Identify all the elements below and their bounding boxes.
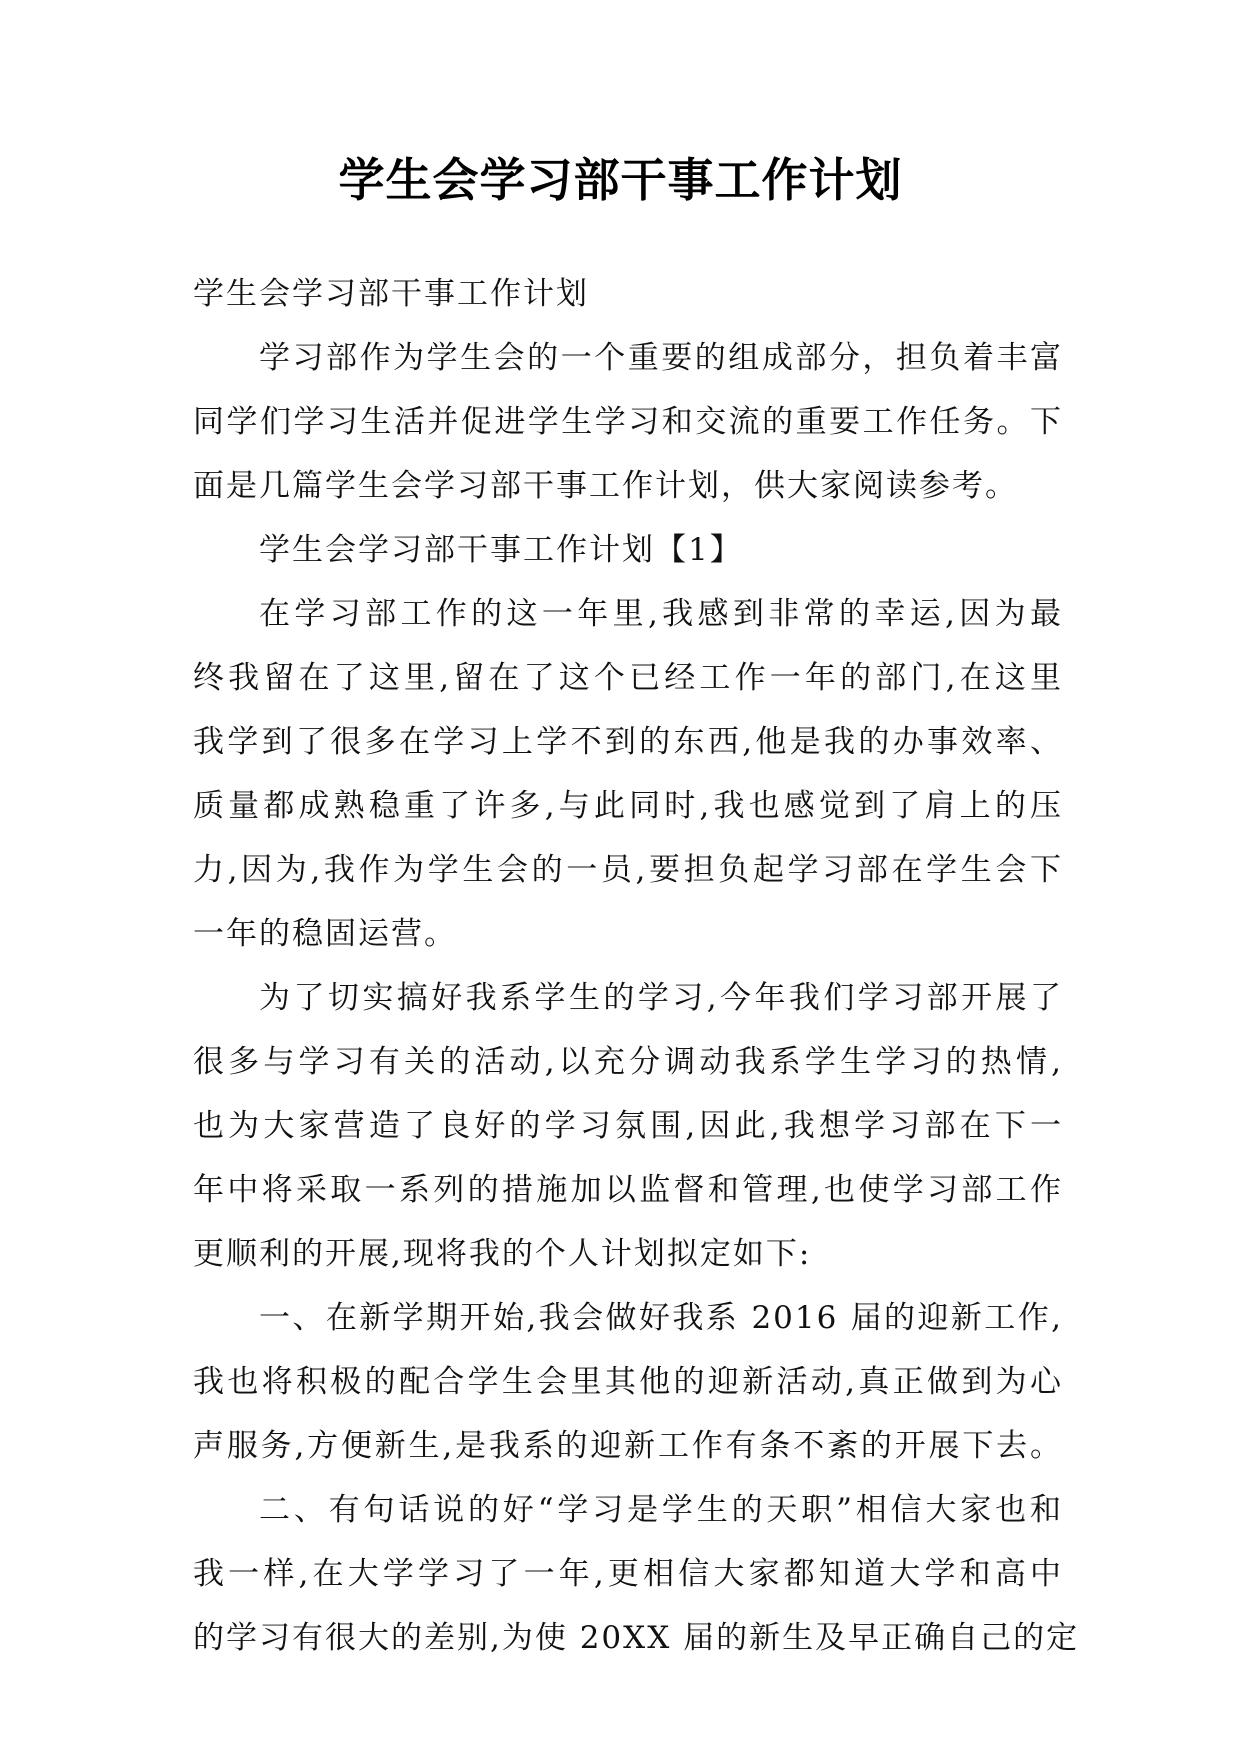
paragraph-line: 的学习有很大的差别,为使 20XX 届的新生及早正确自己的定 bbox=[193, 1620, 1080, 1656]
paragraph-line: 我学到了很多在学习上学不到的东西,他是我的办事效率、 bbox=[193, 724, 1063, 760]
paragraph-line: 一年的稳固运营。 bbox=[193, 916, 457, 952]
paragraph-line: 在学习部工作的这一年里,我感到非常的幸运,因为最 bbox=[259, 596, 1063, 632]
paragraph-line: 我一样,在大学学习了一年,更相信大家都知道大学和高中 bbox=[193, 1556, 1063, 1592]
paragraph-line: 也为大家营造了良好的学习氛围,因此,我想学习部在下一 bbox=[193, 1108, 1063, 1144]
paragraph-line: 为了切实搞好我系学生的学习,今年我们学习部开展了 bbox=[259, 980, 1063, 1016]
paragraph-line: 年中将采取一系列的措施加以监督和管理,也使学习部工作 bbox=[193, 1172, 1063, 1208]
document-body bbox=[193, 262, 1080, 1670]
paragraph-line: 更顺利的开展,现将我的个人计划拟定如下: bbox=[193, 1236, 812, 1272]
paragraph-line: 学习部作为学生会的一个重要的组成部分，担负着丰富 bbox=[259, 340, 1063, 376]
paragraph-line: 很多与学习有关的活动,以充分调动我系学生学习的热情, bbox=[193, 1044, 1063, 1080]
paragraph-line: 一、在新学期开始,我会做好我系 2016 届的迎新工作, bbox=[259, 1300, 1063, 1336]
paragraph-line: 面是几篇学生会学习部干事工作计划，供大家阅读参考。 bbox=[193, 468, 1018, 504]
paragraph-line: 二、有句话说的好“学习是学生的天职”相信大家也和 bbox=[259, 1492, 1063, 1528]
paragraph-line: 我也将积极的配合学生会里其他的迎新活动,真正做到为心 bbox=[193, 1364, 1063, 1400]
paragraph-line: 力,因为,我作为学生会的一员,要担负起学习部在学生会下 bbox=[193, 852, 1063, 888]
paragraph-line: 终我留在了这里,留在了这个已经工作一年的部门,在这里 bbox=[193, 660, 1063, 696]
document-subtitle-line: 学生会学习部干事工作计划 bbox=[193, 276, 589, 312]
section-heading: 学生会学习部干事工作计划【1】 bbox=[259, 532, 743, 568]
document-title: 学生会学习部干事工作计划 bbox=[338, 153, 903, 207]
paragraph-line: 同学们学习生活并促进学生学习和交流的重要工作任务。下 bbox=[193, 404, 1063, 440]
paragraph-line: 声服务,方便新生,是我系的迎新工作有条不紊的开展下去。 bbox=[193, 1428, 1063, 1464]
paragraph-line: 质量都成熟稳重了许多,与此同时,我也感觉到了肩上的压 bbox=[193, 788, 1063, 824]
